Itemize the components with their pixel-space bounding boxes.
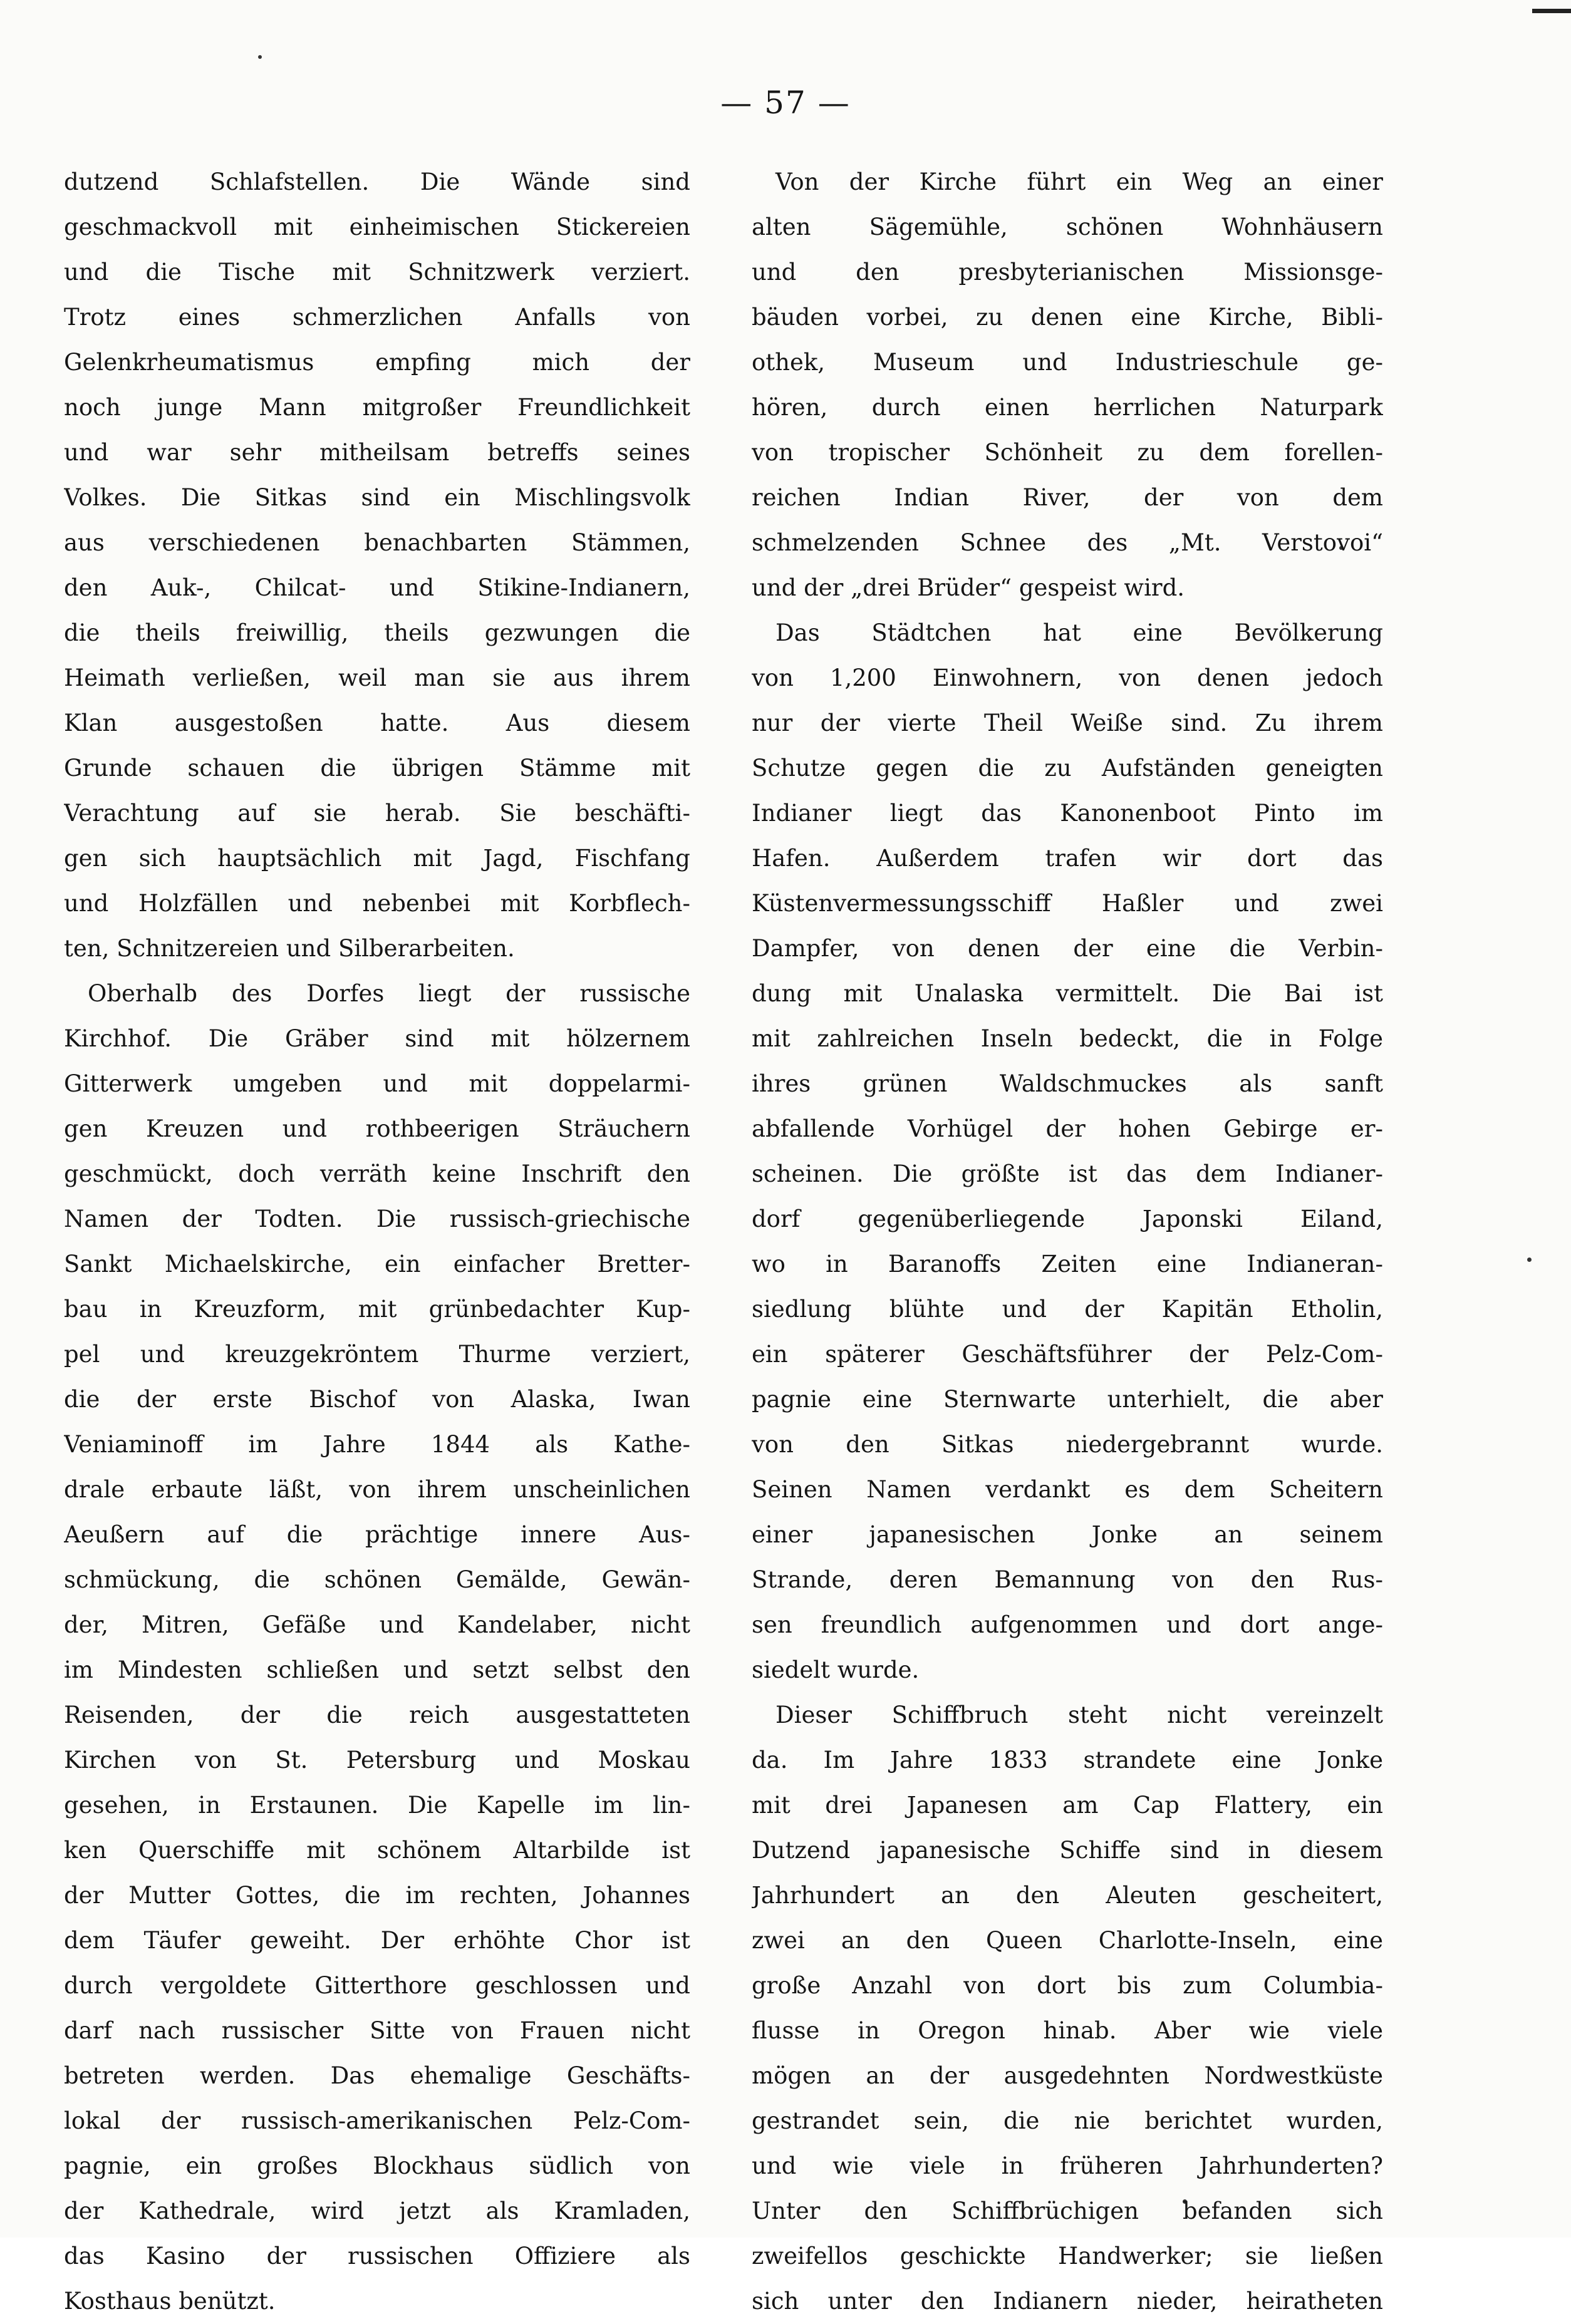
text-line: pel und kreuzgekröntem Thurme verziert, (64, 1341, 690, 1368)
left-text-column (64, 160, 690, 2324)
text-line: die theils freiwillig, theils gezwungen die (64, 619, 690, 646)
text-line: Schutze gegen die zu Aufständen geneigten (752, 755, 1383, 782)
text-line: pagnie eine Sternwarte unterhielt, die aber (752, 1386, 1383, 1413)
text-line: Von der Kirche führt ein Weg an einer (775, 168, 1383, 195)
text-line: Aeußern auf die prächtige innere Aus- (64, 1521, 690, 1548)
text-line: Kirchen von St. Petersburg und Moskau (64, 1747, 690, 1774)
right-text-column (752, 160, 1383, 2324)
text-line: zwei an den Queen Charlotte-Inseln, eine (752, 1927, 1383, 1954)
text-line: schmückung, die schönen Gemälde, Gewän- (64, 1566, 690, 1593)
text-line: und der „drei Brüder“ gespeist wird. (752, 574, 1185, 601)
text-line: gen sich hauptsächlich mit Jagd, Fischfang (64, 845, 690, 872)
text-line: sen freundlich aufgenommen und dort ange- (752, 1611, 1383, 1638)
text-line: große Anzahl von dort bis zum Columbia- (752, 1972, 1383, 1999)
text-line: Volkes. Die Sitkas sind ein Mischlingsvolk (64, 484, 690, 511)
text-line: gen Kreuzen und rothbeerigen Sträuchern (64, 1115, 690, 1142)
scan-speck (258, 55, 262, 59)
text-line: dorf gegenüberliegende Japonski Eiland, (752, 1206, 1383, 1232)
text-line: ihres grünen Waldschmuckes als sanft (752, 1070, 1383, 1097)
text-line: scheinen. Die größte ist das dem Indianer- (752, 1160, 1383, 1187)
text-line: nur der vierte Theil Weiße sind. Zu ihrem (752, 710, 1383, 736)
text-line: Dampfer, von denen der eine die Verbin- (752, 935, 1383, 962)
text-line: Kirchhof. Die Gräber sind mit hölzernem (64, 1025, 690, 1052)
text-line: Verachtung auf sie herab. Sie beschäfti- (64, 800, 690, 827)
text-line: im Mindesten schließen und setzt selbst den (64, 1656, 690, 1683)
text-line: Trotz eines schmerzlichen Anfalls von (64, 304, 690, 331)
text-line: dutzend Schlafstellen. Die Wände sind (64, 168, 690, 195)
text-line: geschmackvoll mit einheimischen Stickereien (64, 214, 690, 240)
text-line: geschmückt, doch verräth keine Inschrift den (64, 1160, 690, 1187)
text-line: reichen Indian River, der von dem (752, 484, 1383, 511)
text-line: betreten werden. Das ehemalige Geschäfts- (64, 2062, 690, 2089)
text-line: Dieser Schiffbruch steht nicht vereinzelt (775, 1702, 1383, 1728)
text-line: gesehen, in Erstaunen. Die Kapelle im lin- (64, 1792, 690, 1819)
text-line: Gelenkrheumatismus empfing mich der (64, 349, 690, 376)
text-line: Reisenden, der die reich ausgestatteten (64, 1702, 690, 1728)
page-number: — 57 — (720, 85, 851, 121)
text-line: da. Im Jahre 1833 strandete eine Jonke (752, 1747, 1383, 1774)
text-line: gestrandet sein, die nie berichtet wurden, (752, 2107, 1383, 2134)
text-line: der Mutter Gottes, die im rechten, Johannes (64, 1882, 690, 1909)
text-line: Indianer liegt das Kanonenboot Pinto im (752, 800, 1383, 827)
text-line: aus verschiedenen benachbarten Stämmen, (64, 529, 690, 556)
text-line: Namen der Todten. Die russisch-griechische (64, 1206, 690, 1232)
text-line: dem Täufer geweiht. Der erhöhte Chor ist (64, 1927, 690, 1954)
text-line: einer japanesischen Jonke an seinem (752, 1521, 1383, 1548)
text-line: Sankt Michaelskirche, ein einfacher Bretter- (64, 1251, 690, 1278)
text-line: von tropischer Schönheit zu dem forellen- (752, 439, 1383, 466)
text-line: Grunde schauen die übrigen Stämme mit (64, 755, 690, 782)
text-line: hören, durch einen herrlichen Naturpark (752, 394, 1383, 421)
text-line: von den Sitkas niedergebrannt wurde. (752, 1431, 1383, 1458)
text-line: bäuden vorbei, zu denen eine Kirche, Bibli- (752, 304, 1383, 331)
text-line: und war sehr mitheilsam betreffs seines (64, 439, 690, 466)
text-line: pagnie, ein großes Blockhaus südlich von (64, 2152, 690, 2179)
text-line: alten Sägemühle, schönen Wohnhäusern (752, 214, 1383, 240)
text-line: ken Querschiffe mit schönem Altarbilde ist (64, 1837, 690, 1864)
text-line: Das Städtchen hat eine Bevölkerung (775, 619, 1383, 646)
text-line: Küstenvermessungsschiff Haßler und zwei (752, 890, 1383, 917)
text-line: Seinen Namen verdankt es dem Scheitern (752, 1476, 1383, 1503)
text-line: und den presbyterianischen Missionsge- (752, 259, 1383, 286)
text-line: durch vergoldete Gitterthore geschlossen und (64, 1972, 690, 1999)
text-line: der, Mitren, Gefäße und Kandelaber, nicht (64, 1611, 690, 1638)
text-line: ein späterer Geschäftsführer der Pelz-Com- (752, 1341, 1383, 1368)
text-line: othek, Museum und Industrieschule ge- (752, 349, 1383, 376)
scan-edge-mark (1532, 9, 1571, 13)
text-line: Dutzend japanesische Schiffe sind in diesem (752, 1837, 1383, 1864)
text-line: Unter den Schiffbrüchigen befanden sich (752, 2197, 1383, 2224)
text-line: Klan ausgestoßen hatte. Aus diesem (64, 710, 690, 736)
text-line: Gitterwerk umgeben und mit doppelarmi- (64, 1070, 690, 1097)
text-line: Veniaminoff im Jahre 1844 als Kathe- (64, 1431, 690, 1458)
text-line: abfallende Vorhügel der hohen Gebirge er- (752, 1115, 1383, 1142)
text-line: sich unter den Indianern nieder, heiratheten (752, 2288, 1383, 2315)
text-line: und die Tische mit Schnitzwerk verziert. (64, 259, 690, 286)
text-line: den Auk-, Chilcat- und Stikine-Indianern, (64, 574, 690, 601)
text-line: zweifellos geschickte Handwerker; sie ließen (752, 2243, 1383, 2270)
text-line: flusse in Oregon hinab. Aber wie viele (752, 2017, 1383, 2044)
text-line: mögen an der ausgedehnten Nordwestküste (752, 2062, 1383, 2089)
text-line: siedlung blühte und der Kapitän Etholin, (752, 1296, 1383, 1323)
text-line: Jahrhundert an den Aleuten gescheitert, (752, 1882, 1383, 1909)
text-line: mit drei Japanesen am Cap Flattery, ein (752, 1792, 1383, 1819)
text-line: ten, Schnitzereien und Silberarbeiten. (64, 935, 515, 962)
text-line: und Holzfällen und nebenbei mit Korbflech- (64, 890, 690, 917)
text-line: von 1,200 Einwohnern, von denen jedoch (752, 664, 1383, 691)
text-line: die der erste Bischof von Alaska, Iwan (64, 1386, 690, 1413)
text-line: bau in Kreuzform, mit grünbedachter Kup- (64, 1296, 690, 1323)
text-line: und wie viele in früheren Jahrhunderten? (752, 2152, 1383, 2179)
text-line: Hafen. Außerdem trafen wir dort das (752, 845, 1383, 872)
text-line: der Kathedrale, wird jetzt als Kramladen, (64, 2197, 690, 2224)
text-line: das Kasino der russischen Offiziere als (64, 2243, 690, 2270)
scan-speck (1527, 1258, 1532, 1262)
text-line: Heimath verließen, weil man sie aus ihrem (64, 664, 690, 691)
text-line: schmelzenden Schnee des „Mt. Verstovoi“ (752, 529, 1383, 556)
text-line: lokal der russisch-amerikanischen Pelz-Com- (64, 2107, 690, 2134)
text-line: Kosthaus benützt. (64, 2288, 276, 2315)
text-line: wo in Baranoffs Zeiten eine Indianeran- (752, 1251, 1383, 1278)
text-line: Strande, deren Bemannung von den Rus- (752, 1566, 1383, 1593)
text-line: drale erbaute läßt, von ihrem unscheinlichen (64, 1476, 690, 1503)
text-line: darf nach russischer Sitte von Frauen nicht (64, 2017, 690, 2044)
text-line: noch junge Mann mitgroßer Freundlichkeit (64, 394, 690, 421)
text-line: Oberhalb des Dorfes liegt der russische (88, 980, 690, 1007)
text-line: siedelt wurde. (752, 1656, 920, 1683)
text-line: dung mit Unalaska vermittelt. Die Bai ist (752, 980, 1383, 1007)
text-line: mit zahlreichen Inseln bedeckt, die in Folge (752, 1025, 1383, 1052)
